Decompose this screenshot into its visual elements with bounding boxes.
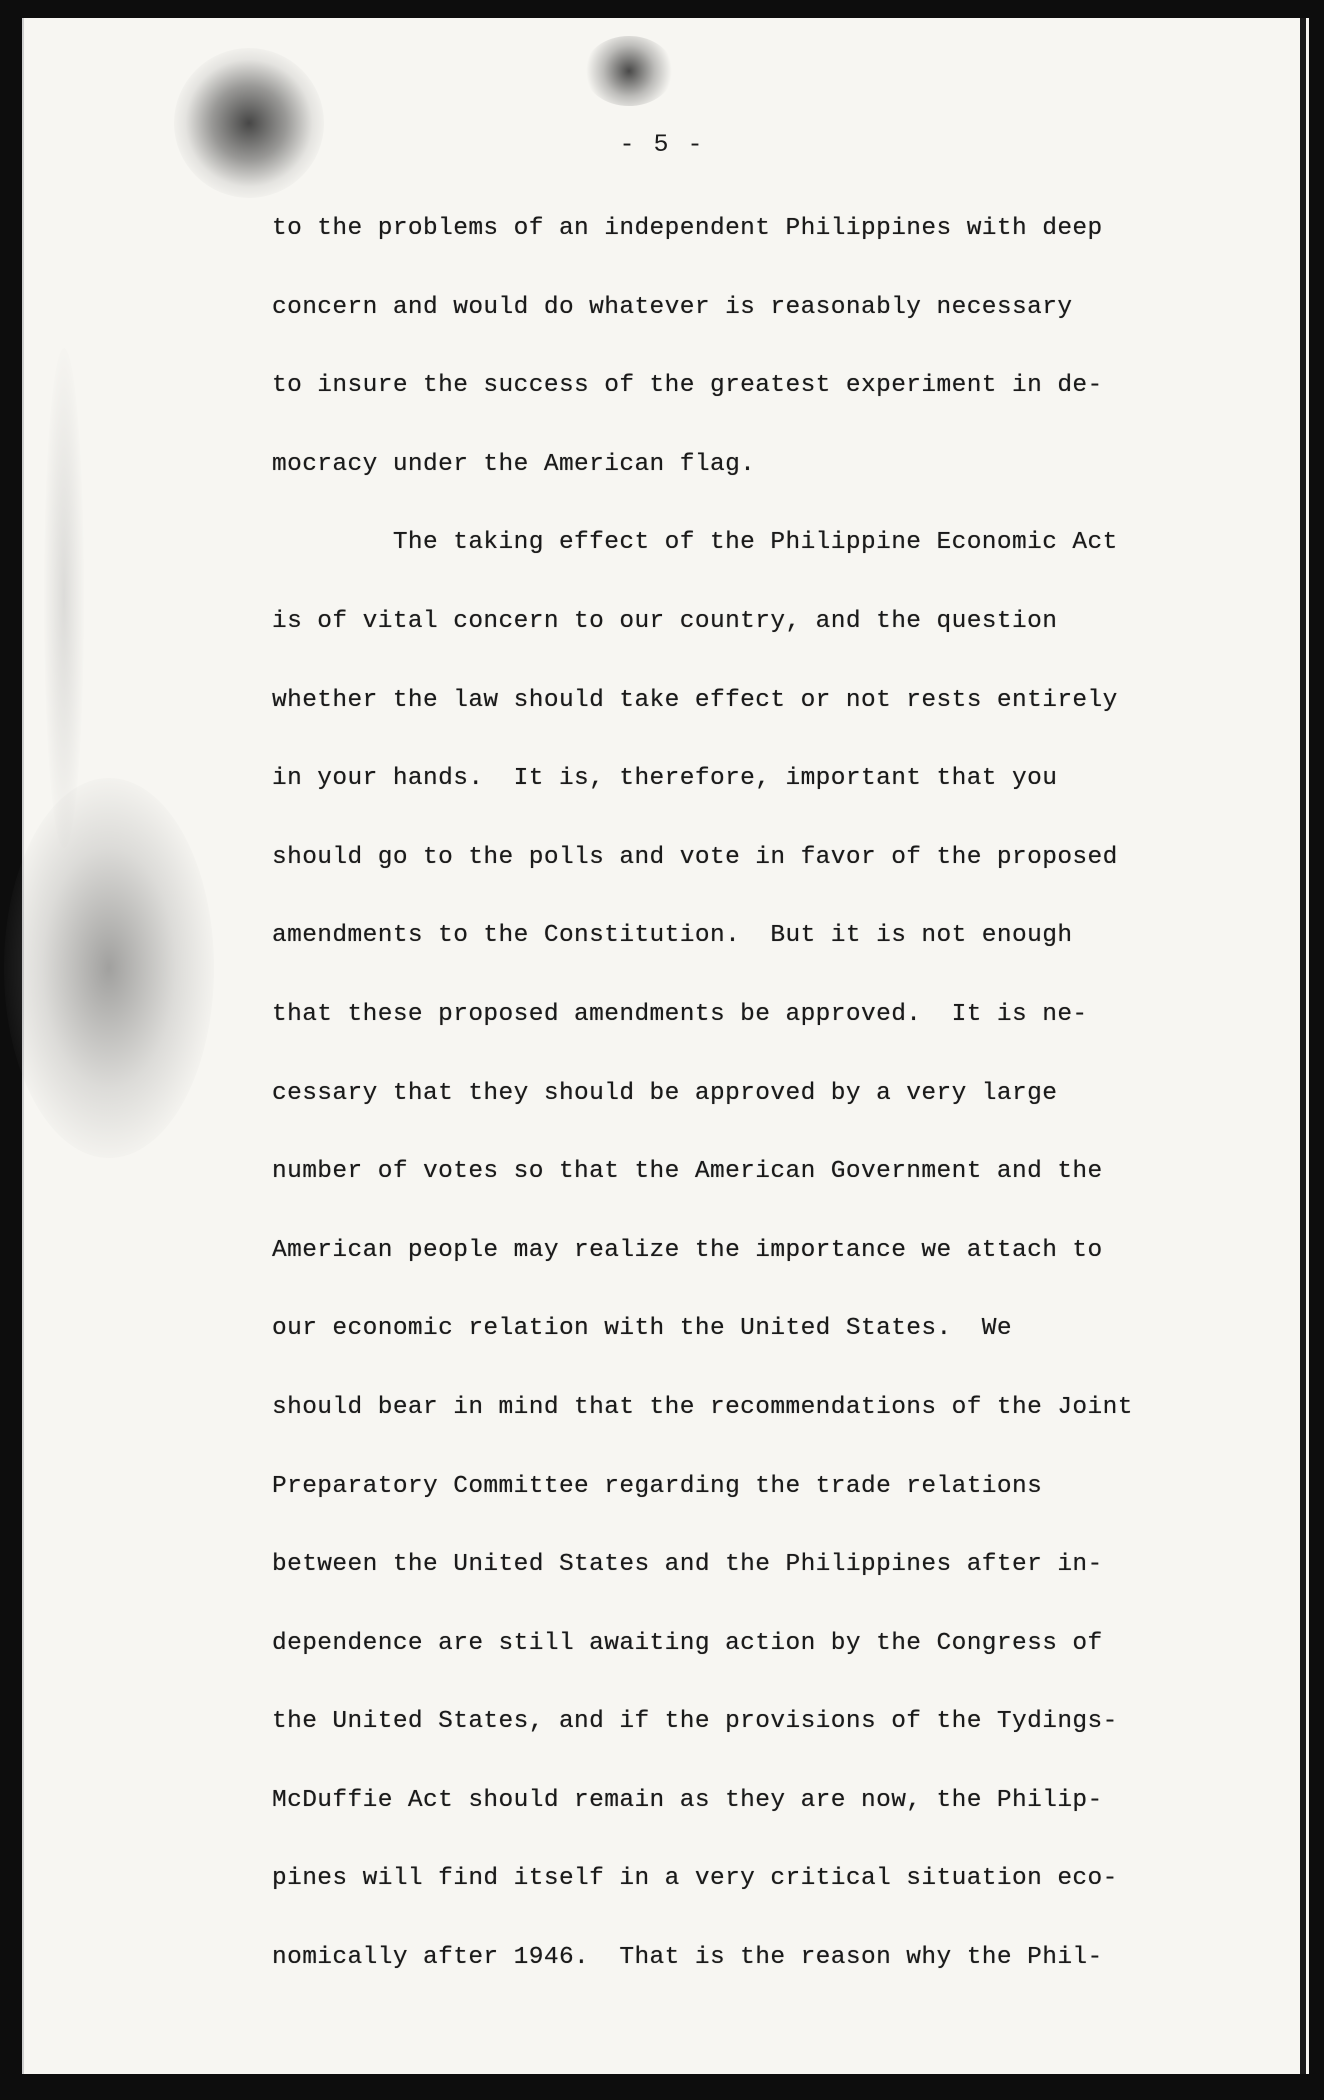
text-line: Preparatory Committee regarding the trade relations: [272, 1472, 1043, 1500]
ink-stain: [174, 48, 324, 198]
edge-discoloration: [44, 348, 84, 848]
text-line: The taking effect of the Philippine Economic Act: [272, 529, 1118, 557]
page-number: - 5 -: [619, 130, 705, 159]
body-text: [272, 203, 1212, 2011]
text-line: to insure the success of the greatest experiment in de-: [272, 372, 1103, 400]
text-line: our economic relation with the United States. We: [272, 1315, 1013, 1343]
page-edge-shadow: [1300, 18, 1306, 2074]
text-line: to the problems of an independent Philippines with deep: [272, 215, 1103, 242]
text-line: mocracy under the American flag.: [272, 450, 756, 478]
text-line: nomically after 1946. That is the reason why the Phil-: [272, 1944, 1103, 1972]
ink-stain: [584, 36, 674, 106]
text-line: in your hands. It is, therefore, important that you: [272, 765, 1058, 793]
text-line: McDuffie Act should remain as they are now, the Philip-: [272, 1786, 1103, 1814]
text-line: should bear in mind that the recommendations of the Joint: [272, 1393, 1133, 1421]
text-line: that these proposed amendments be approved. It is ne-: [272, 1000, 1088, 1028]
text-line: the United States, and if the provisions of the Tydings-: [272, 1708, 1118, 1736]
water-stain: [4, 778, 214, 1158]
text-line: pines will find itself in a very critical situation eco-: [272, 1865, 1118, 1893]
text-line: should go to the polls and vote in favor of the proposed: [272, 843, 1118, 871]
text-line: whether the law should take effect or not rests entirely: [272, 686, 1118, 714]
text-line: cessary that they should be approved by a very large: [272, 1079, 1058, 1107]
text-line: concern and would do whatever is reasonably necessary: [272, 293, 1073, 321]
text-line: is of vital concern to our country, and the question: [272, 607, 1058, 635]
text-line: American people may realize the importance we attach to: [272, 1236, 1103, 1264]
text-line: amendments to the Constitution. But it is not enough: [272, 922, 1073, 950]
text-line: dependence are still awaiting action by the Congress of: [272, 1629, 1103, 1657]
text-line: number of votes so that the American Government and the: [272, 1158, 1103, 1186]
text-line: between the United States and the Philippines after in-: [272, 1551, 1103, 1579]
